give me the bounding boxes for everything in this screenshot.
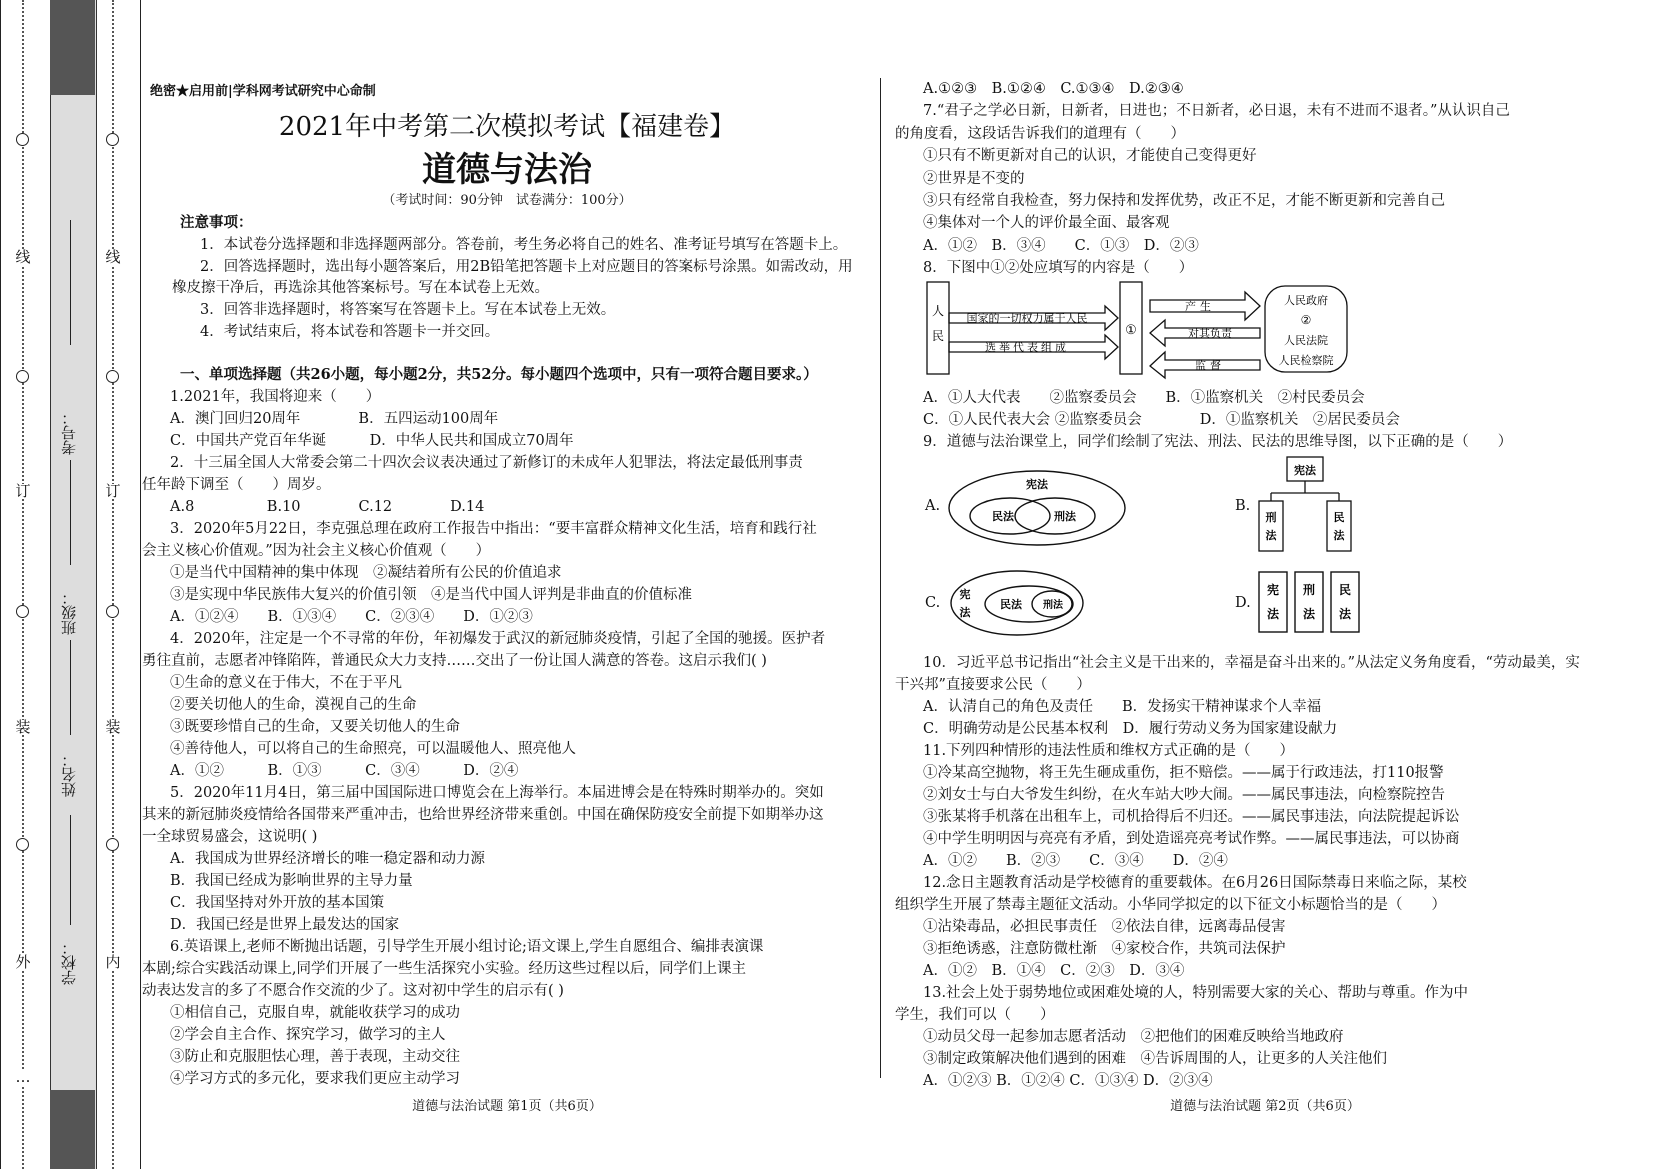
text-line: 干兴邦”直接要求公民（ ） <box>895 677 1091 693</box>
q8-organ-court: 人民法院 <box>1284 334 1328 347</box>
text-line: ②世界是不变的 <box>923 170 1025 187</box>
text-line: 1.2021年，我国将迎来（ ） <box>170 389 381 405</box>
q8-power-diagram <box>925 280 1365 380</box>
q9c-xian: 宪 <box>959 588 971 601</box>
binding-char-xian: 线 <box>13 250 33 265</box>
q9c-minfa: 民法 <box>1000 598 1022 611</box>
text-line: ②刘女士与白大爷发生纠纷，在火车站大吵大闹。——属民事违法，向检察院控告 <box>923 787 1445 803</box>
binding-hole-icon <box>16 133 29 146</box>
text-line: ④学习方式的多元化，要求我们更应主动学习 <box>170 1071 460 1087</box>
text-line: 3．回答非选择题时，将答案写在答题卡上。写在本试卷上无效。 <box>200 302 616 319</box>
q9b-xing: 刑 <box>1265 511 1277 524</box>
text-line: 动表达发言的多了不愿合作交流的少了。这对初中学生的启示有( ) <box>142 983 564 999</box>
text-line: 4．2020年，注定是一个不寻常的年份，年初爆发于武汉的新冠肺炎疫情，引起了全国的驰援。医护者 <box>170 631 826 647</box>
q8-blank-1: ① <box>1125 323 1137 338</box>
q8-people-box <box>927 282 949 374</box>
q8-arrow-elect-label: 选举代表组成 <box>985 341 1069 354</box>
binding-hole-icon <box>106 370 119 383</box>
q9-option-c-label: C. <box>925 595 941 611</box>
q8-organ-procuratorate: 人民检察院 <box>1278 354 1334 367</box>
text-line: A．①②④ B．①③④ C．②③④ D．①②③ <box>170 609 533 625</box>
text-line: ③拒绝诱惑，注意防微杜渐 ④家校合作，共筑司法保护 <box>923 941 1286 957</box>
text-line: A.①②③ B.①②④ C.①③④ D.②③④ <box>923 81 1184 97</box>
text-line: 2．十三届全国人大常委会第二十四次会议表决通过了新修订的未成年人犯罪法，将法定最低刑事责 <box>170 455 803 471</box>
exam-info: （考试时间：90分钟 试卷满分：100分） <box>382 193 632 208</box>
text-line: 6.英语课上,老师不断抛出话题，引导学生开展小组讨论;语文课上,学生自愿组合、编排表演课 <box>170 939 764 955</box>
text-line: A．认清自己的角色及责任 B．发扬实干精神谋求个人幸福 <box>923 699 1322 715</box>
q9b-min: 民 <box>1333 511 1345 524</box>
text-line: A．①② B．①③ C．③④ D．②④ <box>170 763 519 779</box>
band-top-cap <box>50 0 95 95</box>
binding-char-ding: 订 <box>13 484 33 499</box>
q9-option-a-label: A. <box>925 498 941 514</box>
text-line: A．①② B．②③ C．③④ D．②④ <box>923 853 1228 869</box>
text-line: ③张某将手机落在出租车上，司机拾得后不归还。——属民事违法，向法院提起诉讼 <box>923 809 1460 825</box>
text-line: ①动员父母一起参加志愿者活动 ②把他们的困难反映给当地政府 <box>923 1029 1344 1045</box>
text-line: 会主义核心价值观。”因为社会主义核心价值观（ ） <box>142 543 491 559</box>
text-line: A．①② B．①④ C．②③ D．③④ <box>923 963 1185 979</box>
text-line: 3．2020年5月22日，李克强总理在政府工作报告中指出：“要丰富群众精神文化生活，培育和践行社 <box>170 521 817 537</box>
text-line: ②学会自主合作、探究学习，做学习的主人 <box>170 1027 446 1043</box>
text-line: C．中国共产党百年华诞 D．中华人民共和国成立70周年 <box>170 433 574 449</box>
text-line: ①是当代中国精神的集中体现 ②凝结着所有公民的价值追求 <box>170 565 562 581</box>
binding-hole-icon <box>106 838 119 851</box>
outer-dotted-line <box>22 0 24 1169</box>
text-line: A．我国成为世界经济增长的唯一稳定器和动力源 <box>170 851 485 867</box>
text-line: ④善待他人，可以将自己的生命照亮，可以温暖他人、照亮他人 <box>170 741 576 757</box>
text-line: 5．2020年11月4日，第三届中国国际进口博览会在上海举行。本届进博会是在特殊时期举办的。突如 <box>170 785 824 801</box>
binding-char-wai: 外 <box>13 955 33 970</box>
text-line: 13.社会上处于弱势地位或困难处境的人，特别需要大家的关心、帮助与尊重。作为中 <box>923 985 1469 1001</box>
binding-char-nei-inner: 内 <box>103 955 123 970</box>
confidential-header: 绝密★启用前|学科网考试研究中心命制 <box>150 84 376 99</box>
binding-hole-icon <box>16 605 29 618</box>
text-line: C．明确劳动是公民基本权利 D．履行劳动义务为国家建设献力 <box>923 721 1338 737</box>
binding-hole-icon <box>106 605 119 618</box>
text-line: 4．考试结束后，将本试卷和答题卡一并交回。 <box>200 323 500 340</box>
q8-blank-2: ② <box>1300 313 1312 327</box>
class-label: 班级： <box>60 590 78 635</box>
column-divider <box>880 78 881 1078</box>
q8-arrow-power-label: 国家的一切权力属于人民 <box>966 312 1088 325</box>
q8-responsible-label: 对其负责 <box>1188 327 1232 340</box>
binding-char-ding-inner: 订 <box>103 484 123 499</box>
text-line: 组织学生开展了禁毒主题征文活动。小华同学拟定的以下征文小标题恰当的是（ ） <box>895 897 1446 913</box>
binding-margin <box>0 0 142 1169</box>
q8-people-char1: 人 <box>931 304 945 318</box>
text-line: C．我国坚持对外开放的基本国策 <box>170 895 385 911</box>
page-1 <box>142 0 877 1169</box>
text-line: ③只有经常自我检查，努力保持和发挥优势，改正不足，才能不断更新和完善自己 <box>923 193 1445 209</box>
text-line: A．①②③ B．①②④ C．①③④ D．②③④ <box>923 1073 1213 1089</box>
text-line: ①生命的意义在于伟大，不在于平凡 <box>170 675 402 691</box>
q9-diagram-d <box>1257 568 1367 638</box>
section-heading: 一、单项选择题（共26小题，每小题2分，共52分。每小题四个选项中，只有一项符合题目要求。） <box>180 366 818 383</box>
text-line: 本剧;综合实践活动课上,同学们开展了一些生活探究小实验。经历这些过程以后，同学们上课主 <box>142 961 746 977</box>
text-line: 8．下图中①②处应填写的内容是（ ） <box>923 260 1194 277</box>
q9b-xianfa: 宪法 <box>1294 464 1316 477</box>
text-line: 12.念日主题教育活动是学校德育的重要载体。在6月26日国际禁毒日来临之际，某校 <box>923 875 1467 891</box>
q9d-fa2: 法 <box>1302 607 1316 621</box>
page-2 <box>895 0 1635 1169</box>
page-2-footer: 道德与法治试题 第2页（共6页） <box>1170 1099 1360 1114</box>
q9-diagram-c <box>947 568 1087 638</box>
q9-diagram-a <box>945 468 1130 548</box>
inner-dotted-line <box>112 0 114 1169</box>
text-line: D．我国已经是世界上最发达的国家 <box>170 917 400 933</box>
text-line: 一全球贸易盛会，这说明( ) <box>142 829 318 845</box>
text-line: 7.“君子之学必日新，日新者，日进也；不日新者，必日退，未有不进而不退者。”从认识自己 <box>923 103 1510 120</box>
text-line: A.8 B.10 C.12 D.14 <box>170 499 485 515</box>
exam-title: 2021年中考第二次模拟考试【福建卷】 <box>278 112 736 142</box>
exam-number-field[interactable] <box>70 220 71 345</box>
q9d-min: 民 <box>1338 583 1352 597</box>
binding-char-zhuang: 装 <box>13 720 33 735</box>
q8-organ-government: 人民政府 <box>1284 294 1328 307</box>
text-line: ③既要珍惜自己的生命，又要关切他人的生命 <box>170 719 460 735</box>
text-line: ③是实现中华民族伟大复兴的价值引领 ④是当代中国人评判是非曲直的价值标准 <box>170 587 692 603</box>
q9-option-d-label: D. <box>1235 595 1251 611</box>
text-line: ③制定政策解决他们遇到的困难 ④告诉周围的人，让更多的人关注他们 <box>923 1051 1387 1067</box>
binding-inner-border <box>140 0 141 1169</box>
q9c-xingfa: 刑法 <box>1043 600 1063 611</box>
school-field[interactable] <box>70 815 71 925</box>
binding-char-zhuang-inner: 装 <box>103 720 123 735</box>
q9-option-b-label: B. <box>1235 498 1251 514</box>
class-field[interactable] <box>70 460 71 565</box>
school-label: 学校： <box>60 940 78 985</box>
text-line: ①只有不断更新对自己的认识，才能使自己变得更好 <box>923 148 1257 165</box>
q8-supervise-label: 监督 <box>1195 359 1225 372</box>
name-field[interactable] <box>70 640 71 735</box>
q9a-xingfa: 刑法 <box>1054 510 1076 523</box>
binding-hole-icon <box>16 370 29 383</box>
binding-ellipsis: … <box>13 1070 33 1085</box>
text-line: 11.下列四种情形的违法性质和维权方式正确的是（ ） <box>923 743 1295 759</box>
text-line: ②要关切他人的生命，漠视自己的生命 <box>170 697 417 713</box>
text-line: ①冷某高空抛物，将王先生砸成重伤，拒不赔偿。——属于行政违法，打110报警 <box>923 765 1444 781</box>
page-1-footer: 道德与法治试题 第1页（共6页） <box>412 1099 602 1114</box>
q8-options-2: C．①人民代表大会 ②监察委员会 D．①监察机关 ②居民委员会 <box>923 412 1400 428</box>
text-line: 勇往直前，志愿者冲锋陷阵，普通民众大力支持……交出了一份让国人满意的答卷。这启示我们( ) <box>142 653 767 669</box>
text-line: ④中学生明明因与亮亮有矛盾，到处造谣亮亮考试作弊。——属民事违法，可以协商 <box>923 831 1460 847</box>
name-label: 姓名： <box>60 752 78 797</box>
text-line: A．①② B．③④ C．①③ D．②③ <box>923 237 1199 254</box>
q9-stem: 9．道德与法治课堂上，同学们绘制了宪法、刑法、民法的思维导图，以下正确的是（ ） <box>923 434 1513 450</box>
text-line: ④集体对一个人的评价最全面、最客观 <box>923 215 1170 232</box>
q9d-fa3: 法 <box>1338 607 1352 621</box>
notice-title: 注意事项： <box>180 214 253 231</box>
q9b-fa2: 法 <box>1333 529 1345 542</box>
binding-edge-line <box>0 0 1 1169</box>
q9c-fa: 法 <box>959 606 971 619</box>
text-line: 学生，我们可以（ ） <box>895 1007 1055 1023</box>
q9d-xing: 刑 <box>1302 583 1316 597</box>
text-line: ①沾染毒品，必担民事责任 ②依法自律，远离毒品侵害 <box>923 919 1286 935</box>
q9b-fa1: 法 <box>1265 529 1277 542</box>
text-line: 10．习近平总书记指出“社会主义是干出来的，幸福是奋斗出来的。”从法定义务角度看，“劳动最美，实 <box>923 655 1580 671</box>
binding-char-xian-inner: 线 <box>103 250 123 265</box>
q9a-xianfa: 宪法 <box>1026 478 1048 491</box>
binding-hole-icon <box>16 838 29 851</box>
text-line: 橡皮擦干净后，再选涂其他答案标号。写在本试卷上无效。 <box>172 280 549 297</box>
text-line: 其来的新冠肺炎疫情给各国带来严重冲击，也给世界经济带来重创。中国在确保防疫安全前提下如期举办这 <box>142 807 824 823</box>
q9d-xian: 宪 <box>1266 583 1280 597</box>
text-line: A．澳门回归20周年 B．五四运动100周年 <box>170 411 499 427</box>
subject-title: 道德与法治 <box>422 150 592 190</box>
text-line: B．我国已经成为影响世界的主导力量 <box>170 873 413 889</box>
text-line: 任年龄下调至（ ）周岁。 <box>142 477 331 493</box>
text-line: ③防止和克服胆怯心理，善于表现，主动交往 <box>170 1049 460 1065</box>
q8-produce-label: 产生 <box>1185 300 1215 313</box>
exam-number-label: 考号： <box>60 410 78 455</box>
text-line: ①相信自己，克服自卑，就能收获学习的成功 <box>170 1005 460 1021</box>
q9a-minfa: 民法 <box>992 510 1014 523</box>
q8-options-1: A．①人大代表 ②监察委员会 B．①监察机关 ②村民委员会 <box>923 390 1365 406</box>
binding-hole-icon <box>106 133 119 146</box>
text-line: 的角度看，这段话告诉我们的道理有（ ） <box>895 125 1185 142</box>
text-line: 2．回答选择题时，选出每小题答案后，用2B铅笔把答题卡上对应题目的答案标号涂黑。如需改动，用 <box>200 258 853 275</box>
q9-diagram-b <box>1255 455 1355 555</box>
q8-people-char2: 民 <box>931 329 945 343</box>
binding-gray-band <box>50 0 97 1169</box>
text-line: 1．本试卷分选择题和非选择题两部分。答卷前，考生务必将自己的姓名、准考证号填写在答题卡上。 <box>200 237 848 253</box>
band-bottom-cap <box>50 1090 95 1169</box>
q9d-fa1: 法 <box>1266 607 1280 621</box>
